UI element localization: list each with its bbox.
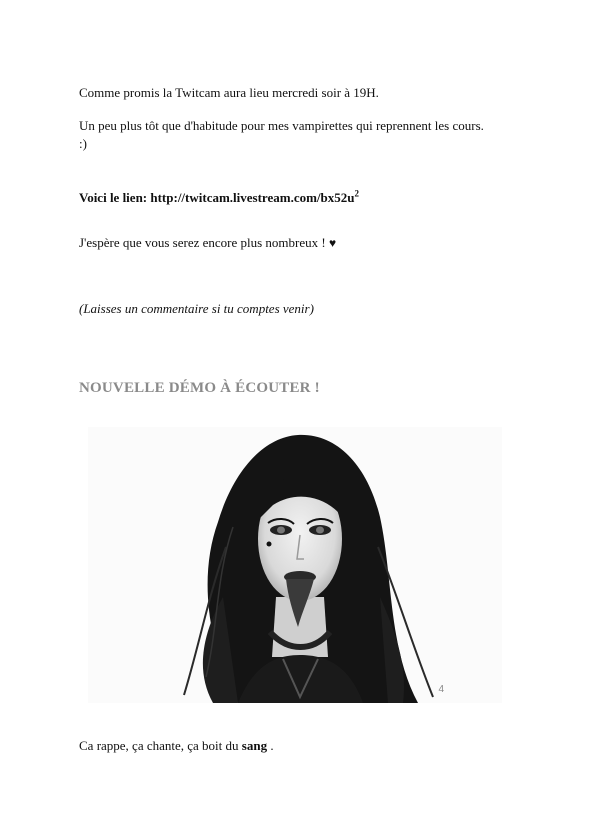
image-corner-mark: 4	[438, 684, 444, 695]
hope-text: J'espère que vous serez encore plus nombreux !	[79, 235, 326, 250]
twitcam-link-paragraph	[79, 189, 359, 206]
caption-end: .	[267, 738, 274, 753]
portrait-illustration	[88, 427, 502, 703]
demo-caption	[79, 737, 274, 754]
comment-invite: (Laisses un commentaire si tu comptes venir)	[79, 301, 314, 316]
artist-photo	[88, 427, 502, 703]
twitcam-link[interactable]: Voici le lien: http://twitcam.livestream.com/bx52u	[79, 190, 355, 205]
twitcam-announcement: Comme promis la Twitcam aura lieu mercredi soir à 19H.	[79, 85, 379, 100]
smiley-text: :)	[79, 136, 87, 151]
caption-text: Ca rappe, ça chante, ça boit du	[79, 738, 242, 753]
caption-bold-word: sang	[241, 738, 268, 753]
footnote-marker: 2	[354, 188, 359, 199]
heart-icon: ♥	[328, 236, 337, 250]
hope-paragraph	[79, 234, 336, 252]
section-heading: NOUVELLE DÉMO À ÉCOUTER !	[79, 380, 320, 396]
early-note-line: Un peu plus tôt que d'habitude pour mes vampirettes qui reprennent les cours.	[79, 118, 484, 133]
